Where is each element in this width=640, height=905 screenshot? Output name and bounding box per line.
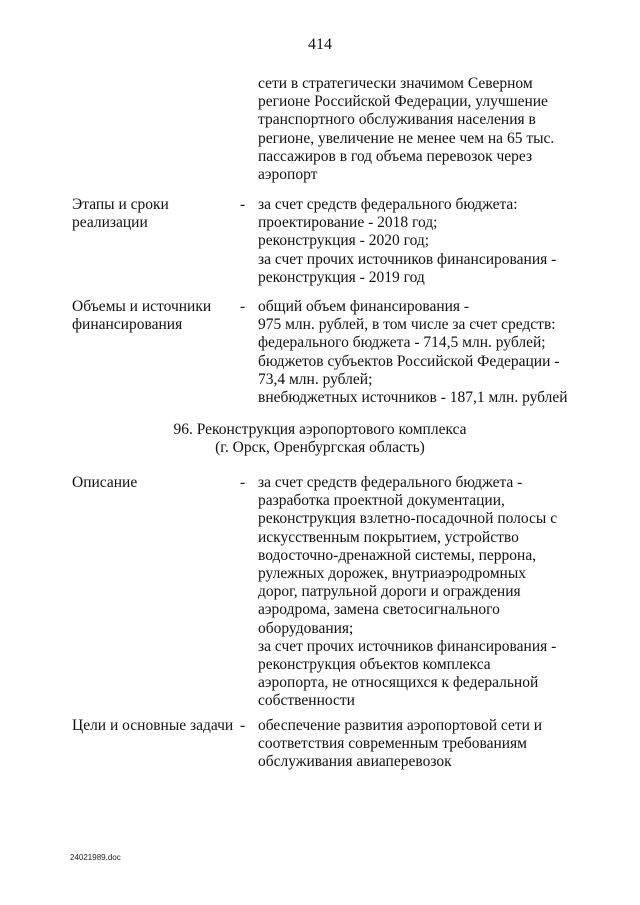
- row-text-goals: [258, 717, 578, 772]
- text-line: регионе Российской Федерации, улучшение: [258, 93, 548, 111]
- footer-filename: 24021989.doc: [70, 853, 121, 862]
- text-line: федерального бюджета - 714,5 млн. рублей;: [258, 334, 546, 352]
- text-line: регионе, увеличение не менее чем на 65 тыс.: [258, 129, 555, 147]
- row-label-funding: Объемы и источники финансирования: [72, 298, 212, 334]
- text-line: соответствия современным требованиям: [258, 735, 527, 753]
- text-line: дорог, патрульной дороги и ограждения: [258, 583, 521, 601]
- section-title: 96. Реконструкция аэропортового комплекса (г. Орск, Оренбургская область): [173, 421, 467, 457]
- continuation-text: [258, 75, 578, 184]
- row-text-description: [258, 474, 578, 711]
- row-dash: -: [240, 474, 246, 491]
- text-line: аэропорта, не относящихся к федеральной: [258, 674, 539, 692]
- text-line: аэродрома, замена светосигнального: [258, 601, 500, 619]
- text-line: собственности: [258, 692, 355, 710]
- row-label-description: Описание: [72, 474, 138, 491]
- text-line: внебюджетных источников - 187,1 млн. рублей: [258, 389, 568, 407]
- text-line: рулежных дорожек, внутриаэродромных: [258, 565, 527, 583]
- text-line: реконструкция объектов комплекса: [258, 656, 491, 674]
- text-line: за счет средств федерального бюджета:: [258, 196, 518, 213]
- text-line: сети в стратегически значимом Северном: [258, 75, 533, 92]
- text-line: проектирование - 2018 год;: [258, 214, 438, 232]
- text-line: 975 млн. рублей, в том числе за счет средств:: [258, 316, 556, 334]
- text-line: общий объем финансирования -: [258, 298, 470, 315]
- row-dash: -: [240, 717, 246, 734]
- row-dash: -: [240, 196, 246, 213]
- text-line: обеспечение развития аэропортовой сети и: [258, 717, 543, 734]
- text-line: реконструкция - 2020 год;: [258, 232, 430, 250]
- text-line: за счет прочих источников финансирования -: [258, 637, 557, 655]
- text-line: разработка проектной документации,: [258, 492, 505, 510]
- text-line: за счет средств федерального бюджета -: [258, 474, 523, 491]
- text-line: транспортного обслуживания населения в: [258, 111, 536, 129]
- text-line: бюджетов субъектов Российской Федерации -: [258, 352, 560, 370]
- text-line: 73,4 млн. рублей;: [258, 370, 373, 388]
- text-line: оборудования;: [258, 619, 354, 637]
- text-line: за счет прочих источников финансирования -: [258, 250, 557, 268]
- row-text-stages: [258, 196, 578, 287]
- row-dash: -: [240, 298, 246, 315]
- row-text-funding: [258, 298, 578, 407]
- text-line: реконструкция взлетно-посадочной полосы с: [258, 510, 558, 528]
- text-line: аэропорт: [258, 166, 318, 184]
- text-line: водосточно-дренажной системы, перрона,: [258, 546, 537, 564]
- page-number: 414: [308, 36, 332, 53]
- row-label-stages: Этапы и сроки реализации: [72, 196, 169, 232]
- text-line: обслуживания авиаперевозок: [258, 753, 452, 771]
- text-line: искусственным покрытием, устройство: [258, 528, 519, 546]
- row-label-goals: Цели и основные задачи: [72, 717, 234, 734]
- text-line: пассажиров в год объема перевозок через: [258, 147, 533, 165]
- text-line: реконструкция - 2019 год: [258, 268, 425, 286]
